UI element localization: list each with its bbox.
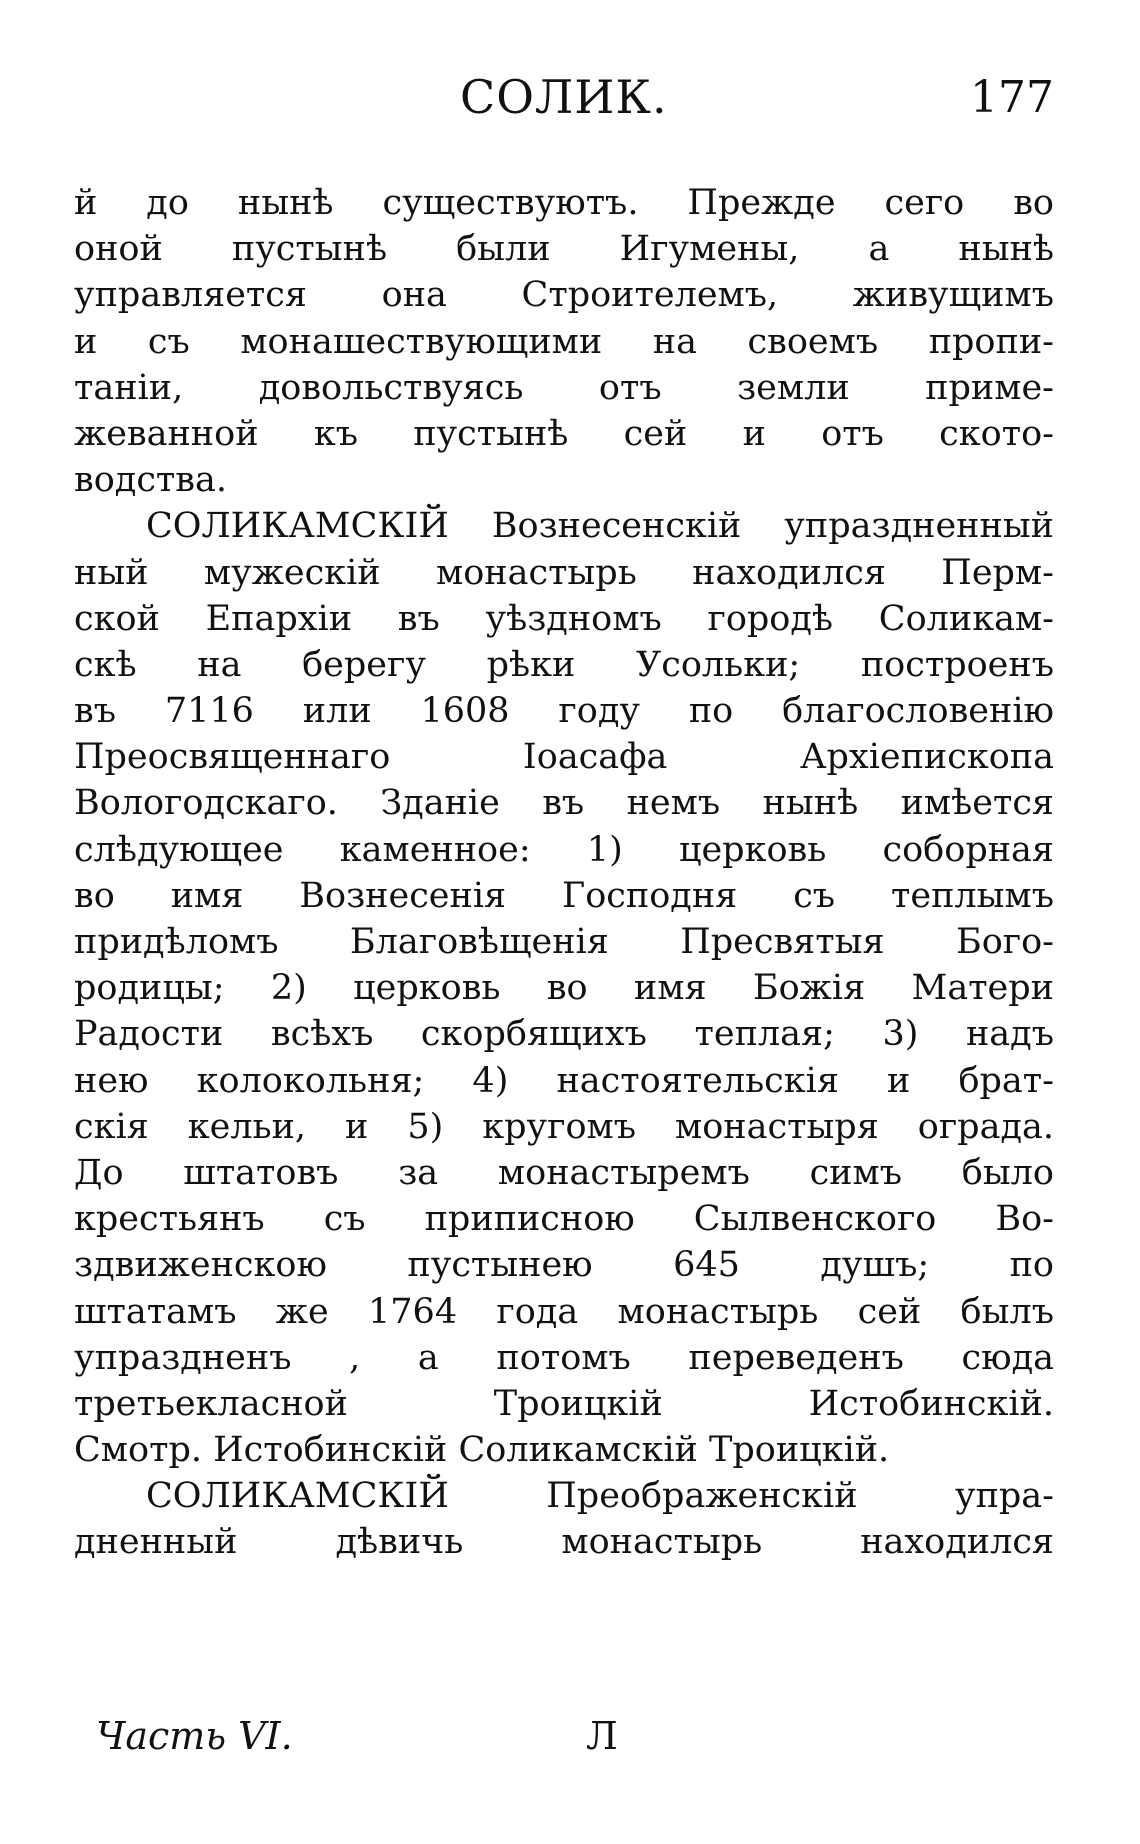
- body-text: [74, 180, 1054, 1566]
- text-line: До штатовъ за монастыремъ симъ было: [74, 1152, 1054, 1193]
- text-line: оной пустынѣ были Игумены, а нынѣ: [74, 229, 1054, 270]
- text-line: Преосвященнаго Іоасафа Архіепископа: [74, 737, 1054, 778]
- text-line: скія кельи, и 5) кругомъ монастыря ограда.: [74, 1106, 1054, 1147]
- text-line: управляется она Строителемъ, живущимъ: [74, 275, 1054, 316]
- text-line: Смотр. Истобинскій Соликамскій Троицкій.: [74, 1430, 890, 1471]
- text-line: нею колокольня; 4) настоятельскія и брат-: [74, 1060, 1054, 1101]
- text-line: й до нынѣ существуютъ. Прежде сего во: [74, 183, 1054, 223]
- text-line: штатамъ же 1764 года монастырь сей былъ: [74, 1291, 1054, 1332]
- page-number: 177: [970, 72, 1054, 123]
- text-line: и съ монашествующими на своемъ пропи-: [74, 321, 1054, 362]
- text-line: скѣ на берегу рѣки Усольки; построенъ: [74, 644, 1054, 685]
- text-line: ской Епархіи въ уѣздномъ городѣ Соликам-: [74, 598, 1054, 639]
- page-header: [0, 70, 1140, 140]
- text-line: въ 7116 или 1608 году по благословенію: [74, 691, 1054, 732]
- text-line: таніи, довольствуясь отъ земли приме-: [74, 367, 1054, 408]
- text-line: СОЛИКАМСКІЙ Преображенскій упра-: [146, 1476, 1054, 1517]
- text-line: дненный дѣвичь монастырь находился: [74, 1522, 1054, 1563]
- text-line: придѣломъ Благовѣщенія Пресвятыя Бого-: [74, 922, 1054, 962]
- text-line: Радости всѣхъ скорбящихъ теплая; 3) надъ: [74, 1014, 1054, 1055]
- footer-signature: Часть VI.: [96, 1714, 293, 1758]
- signature-mark: Л: [586, 1714, 618, 1758]
- text-line: родицы; 2) церковь во имя Божія Матери: [74, 968, 1054, 1009]
- text-line: третьекласной Троицкій Истобинскій.: [74, 1383, 1054, 1424]
- text-line: СОЛИКАМСКІЙ Вознесенскій упраздненный: [146, 506, 1054, 547]
- text-line: крестьянъ съ приписною Сылвенского Во-: [74, 1199, 1054, 1240]
- text-line: здвиженскою пустынею 645 душъ; по: [74, 1245, 1054, 1286]
- running-head: СОЛИК.: [460, 70, 668, 124]
- text-line: Вологодскаго. Зданіе въ немъ нынѣ имѣется: [74, 783, 1054, 824]
- text-line: слѣдующее каменное: 1) церковь соборная: [74, 829, 1054, 870]
- text-line: жеванной къ пустынѣ сей и отъ ското-: [74, 413, 1054, 454]
- text-line: во имя Вознесенія Господня съ теплымъ: [74, 875, 1054, 916]
- text-line: упраздненъ , а потомъ переведенъ сюда: [74, 1337, 1054, 1378]
- page-footer: [96, 1714, 996, 1770]
- text-line: ный мужескій монастырь находился Перм-: [74, 552, 1054, 593]
- text-line: водства.: [74, 460, 227, 501]
